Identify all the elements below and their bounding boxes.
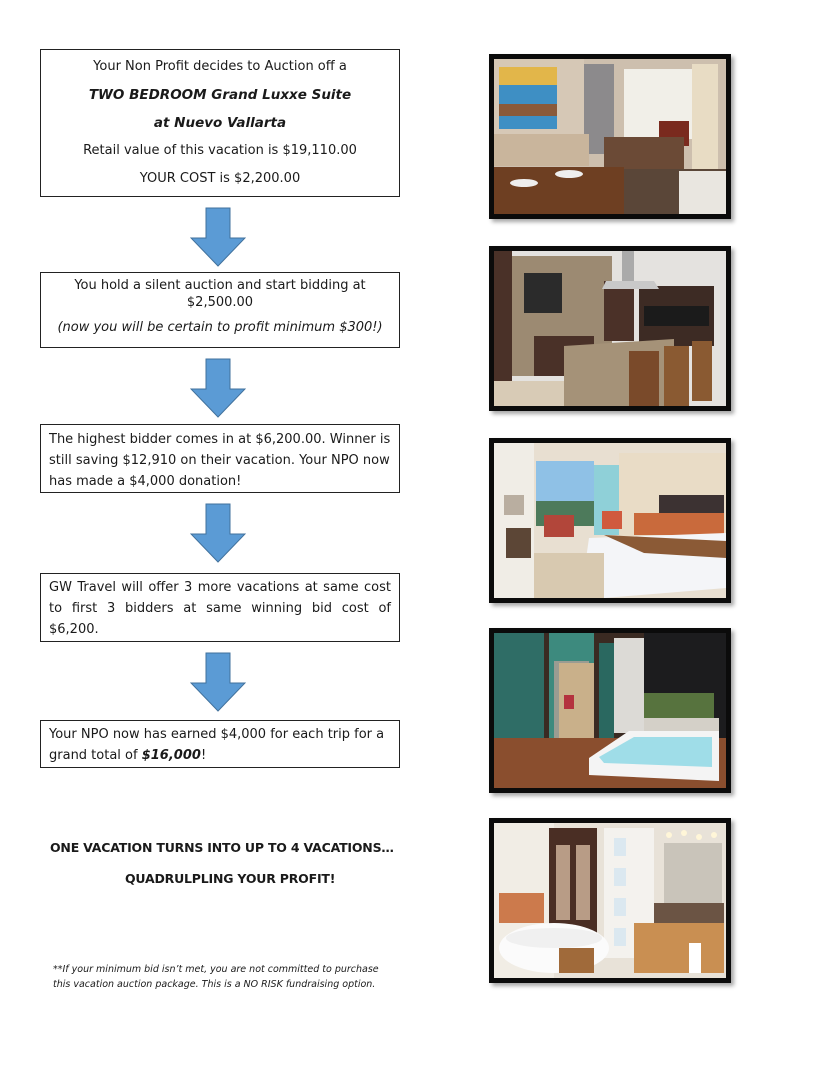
step-3-box — [40, 424, 400, 493]
photo-kitchen — [489, 246, 731, 411]
tagline-headline: ONE VACATION TURNS INTO UP TO 4 VACATIONS… — [50, 840, 394, 855]
photo-bedroom — [489, 438, 731, 603]
footnote — [53, 962, 413, 992]
suite-location: at Nuevo Vallarta — [153, 115, 287, 131]
suite-name: TWO BEDROOM Grand Luxxe Suite — [88, 87, 352, 103]
footnote-line-2: this vacation auction package. This is a NO RISK fundraising option. — [53, 979, 376, 990]
down-arrow-icon — [190, 358, 246, 418]
grand-total-prefix: Your NPO now has earned $4,000 for each trip for a grand total of — [49, 727, 385, 763]
step-2-box — [40, 272, 400, 348]
photo-living-room — [489, 54, 731, 219]
footnote-line-1: **If your minimum bid isn’t met, you are not committed to purchase — [53, 964, 379, 975]
grand-total-suffix: ! — [200, 748, 207, 763]
down-arrow-icon — [190, 207, 246, 267]
down-arrow-icon — [190, 503, 246, 563]
intro-text: Your Non Profit decides to Auction off a — [93, 59, 347, 74]
highest-bidder-text: The highest bidder comes in at $6,200.00. Winner is still saving $12,910 on their vacation. Your NPO now has made a $4,000 donation! — [49, 432, 391, 489]
extra-vacations-text: GW Travel will offer 3 more vacations at same cost to first 3 bidders at same winning bid cost of $6,200. — [49, 580, 391, 637]
retail-value: Retail value of this vacation is $19,110.00 — [83, 143, 357, 158]
your-cost: YOUR COST is $2,200.00 — [139, 171, 301, 186]
minimum-profit-note: (now you will be certain to profit minimum $300!) — [57, 319, 383, 335]
down-arrow-icon — [190, 652, 246, 712]
step-5-box — [40, 720, 400, 768]
photo-bathroom — [489, 818, 731, 983]
silent-auction-text: You hold a silent auction and start bidding at $2,500.00 — [74, 278, 366, 310]
step-4-box — [40, 573, 400, 642]
grand-total-amount: $16,000 — [141, 748, 201, 763]
step-1-box — [40, 49, 400, 197]
tagline-subheadline: QUADRULPLING YOUR PROFIT! — [125, 871, 336, 886]
photo-plunge-pool — [489, 628, 731, 793]
grand-total-text — [49, 724, 391, 766]
